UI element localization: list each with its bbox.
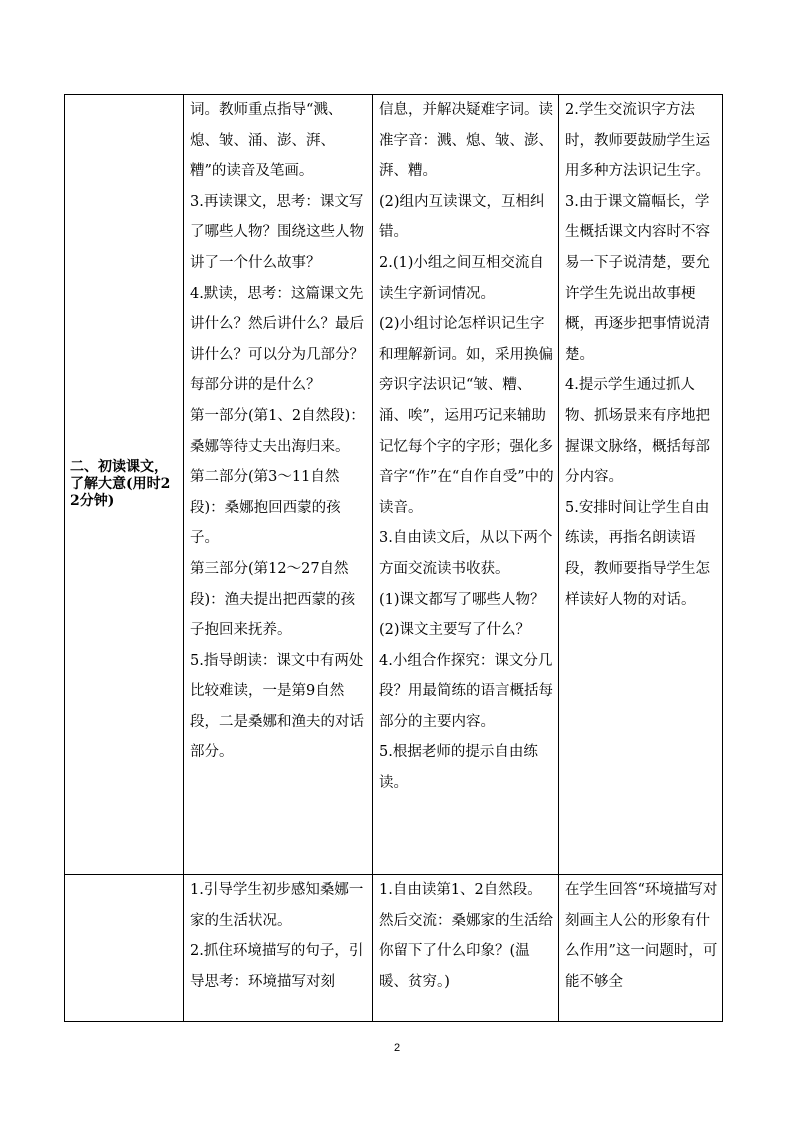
note-item: 在学生回答“环境描写对刻画主人公的形象有什么作用”这一问题时，可能不够全 — [565, 882, 718, 990]
teacher-step: 第三部分(第12～27自然段)：渔夫提出把西蒙的孩子抱回来抚养。 — [190, 560, 356, 639]
note-item: 4.提示学生通过抓人物、抓场景来有序地把握课文脉络，概括每部分内容。 — [565, 377, 710, 486]
teacher-step: 第二部分(第3～11自然段)：桑娜抱回西蒙的孩子。 — [190, 469, 341, 547]
note-item: 5.安排时间让学生自由练读，再指名朗读语段，教师要指导学生怎样读好人物的对话。 — [565, 499, 710, 608]
student-step: 4.小组合作探究：课文分几段？用最简练的语言概括每部分的主要内容。 — [379, 652, 553, 730]
student-step: 3.自由读文后，从以下两个方面交流读书收获。 — [379, 530, 553, 577]
student-step: (2)组内互读课文，互相纠错。 — [379, 193, 545, 241]
stage-cell — [65, 875, 184, 1022]
teacher-step: 2.抓住环境描写的句子，引导思考：环境描写对刻 — [190, 943, 364, 990]
teacher-step: 1.引导学生初步感知桑娜一家的生活状况。 — [190, 882, 364, 929]
note-item: 3.由于课文篇幅长，学生概括课文内容时不容易一下子说清楚，要允许学生先说出故事梗概，再逐步把事情说清楚。 — [565, 193, 710, 363]
teacher-step: 3.再读课文，思考：课文写了哪些人物？围绕这些人物讲了一个什么故事？ — [190, 193, 364, 271]
student-step: 1.自由读第1、2自然段。然后交流：桑娜家的生活给你留下了什么印象？(温暖、贫穷。) — [379, 882, 553, 990]
note-item: 2.学生交流识字方法时，教师要鼓励学生运用多种方法识记生字。 — [565, 102, 710, 180]
student-step: 信息，并解决疑难字词。读准字音：溅、熄、皱、澎、湃、糟。 — [379, 102, 553, 180]
teacher-activity-cell — [184, 95, 373, 875]
lesson-plan-table — [64, 94, 723, 1022]
student-step: (1)课文都写了哪些人物？ — [379, 591, 545, 608]
notes-cell — [559, 875, 723, 1022]
student-activity-cell — [373, 95, 559, 875]
table-row — [65, 95, 723, 875]
teacher-step: 5.指导朗读：课文中有两处比较难读，一是第9自然段，二是桑娜和渔夫的对话部分。 — [190, 652, 364, 761]
student-step: (2)课文主要写了什么？ — [379, 622, 531, 639]
table-row — [65, 875, 723, 1022]
student-activity-cell — [373, 875, 559, 1022]
page-number: 2 — [393, 1042, 401, 1054]
stage-cell: 二、初读课文，了解大意(用时22分钟) — [65, 95, 184, 875]
notes-cell — [559, 95, 723, 875]
teacher-activity-cell — [184, 875, 373, 1022]
student-step: 5.根据老师的提示自由练读。 — [379, 744, 538, 792]
teacher-step: 4.默读，思考：这篇课文先讲什么？然后讲什么？最后讲什么？可以分为几部分？每部分讲的是什么？ — [190, 285, 364, 394]
teacher-step: 第一部分(第1、2自然段)：桑娜等待丈夫出海归来。 — [190, 407, 365, 455]
teacher-step: 词。教师重点指导“溅、熄、皱、涌、澎、湃、糟”的读音及笔画。 — [190, 102, 343, 180]
student-step: 2.(1)小组之间互相交流自读生字新词情况。 — [379, 254, 544, 302]
student-step: (2)小组讨论怎样识记生字和理解新词。如，采用换偏旁识字法识记“皱、糟、涌、唉”，运用巧记来辅助记忆每个字的字形；强化多音字“作”在“自作自受”中的读音。 — [379, 316, 554, 516]
